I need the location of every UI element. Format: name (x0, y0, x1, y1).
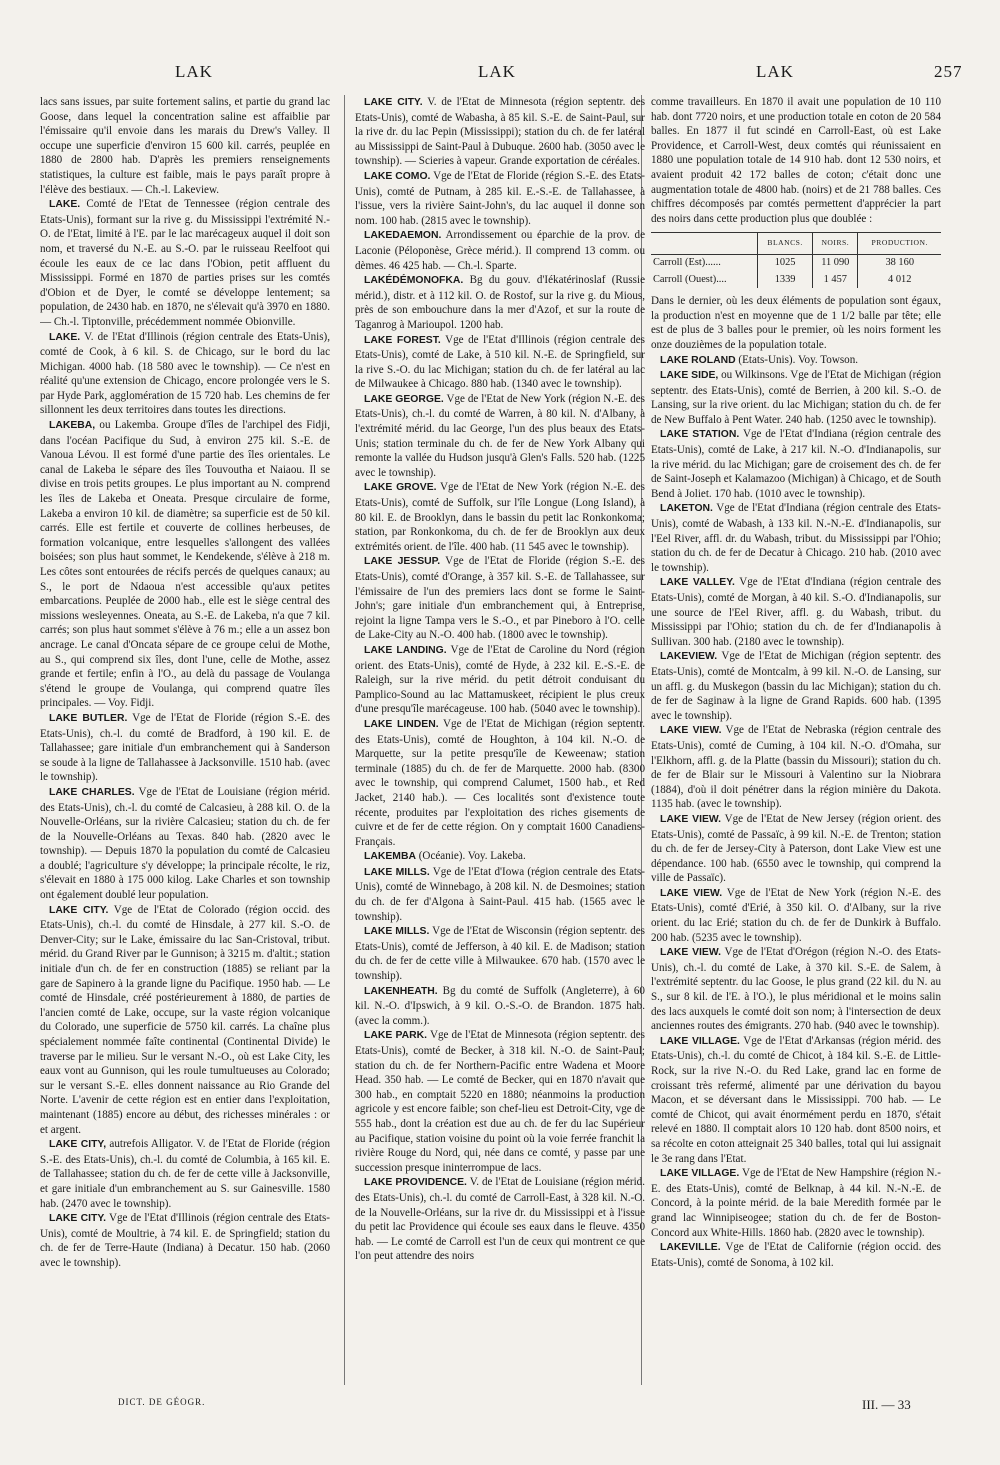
table-row (651, 254, 941, 271)
running-head (0, 62, 1000, 86)
entry-headword: LAKENHEATH. (364, 985, 438, 997)
dictionary-entry (355, 643, 645, 717)
entry-text: Vge de l'Etat de New York (région N.-E. des Etats-Unis), comté d'Erié, à 350 kil. O. d'Albany, sur la rive orient. du lac Erié; station du ch. de fer de Dunkirk à Buffalo. 200 hab. (5235 avec le township). (651, 886, 941, 944)
statistics-table (651, 232, 941, 288)
dictionary-entry (355, 924, 645, 983)
dictionary-entry (651, 1166, 941, 1240)
dictionary-entry (40, 418, 330, 711)
entry-text: Vge de l'Etat de Floride (région S.-E. des Etats-Unis), comté de Putnam, à 285 kil. E.-S.-E. de Tallahassee, à l'issue, vers la rivière Saint-John's, du lac auquel il donne son nom. 100 hab. (2815 avec le township). (355, 169, 645, 227)
table-cell: Carroll (Ouest).... (653, 273, 727, 285)
entry-headword: LAKE MILLS. (364, 866, 430, 878)
entry-text: ou Lakemba. Groupe d'îles de l'archipel des Fidji, dans l'océan Pacifique du Sud, à environ 275 kil. S.-E. de Vanoua Lévou. Il est formé d'une partie des îles orientales. Le canal de Lakeba le sépare des îles Touvoutha et Naiaou. Il se divise en trois petits groupes. Le plus important au N. comprend les îles de Lakeba et Oneata. Presque circulaire de forme, Lakeba a environ 10 kil. de diamètre; sa superficie est de 50 kil. carrés. Elle est fertile et couverte de collines herbeuses, de formation volcanique, entre lesquelles s'allongent des vallées boisées; son plus haut sommet, le Kendekende, s'élève à 218 m. Les côtes sont entourées de récifs percés de quelques canaux; au S., le port de Ndaoua n'est accessible qu'aux petites embarcations. Peuplée de 2000 hab., elle est le siège central des missions wesleyennes. Oneata, au S.-E. de Lakeba, n'a que 7 kil. carrés; son plus haut sommet s'élève à 76 m.; elle a un assez bon ancrage. Le canal d'Oncata sépare de ce groupe celui de Mothe, au S., qui comprend six îles, dont l'une, celle de Mothe, assez grande et fertile; enfin à l'O., au delà du passage de Voulanga s'étend le groupe de Voulanga, qui comprend quatre îles principales. — Voy. Fidji. (40, 419, 330, 710)
entry-headword: LAKE MILLS. (364, 926, 430, 938)
entry-headword: LAKE VIEW. (660, 725, 722, 737)
entry-headword: LAKE VIEW. (660, 813, 722, 825)
table-cell: 11 090 (813, 254, 858, 271)
entry-text: Bg du gouv. d'Iékatérinoslaf (Russie mérid.), distr. et à 112 kil. O. de Rostof, sur la rive g. du Mious, près de son embouchure dans la mer d'Azof, et sur la route de Taganrog à Marioupol. 1200 hab. (355, 274, 645, 331)
entry-text: ou Wilkinsons. Vge de l'Etat de Michigan (région septentr. des Etats-Unis), comté de Berrien, à 200 kil. S.-O. de Lansing, sur la rive orient. du lac Michigan; station du ch. de fer de New Buffalo à Pent Water. 240 hab. (1250 avec le township). (651, 369, 941, 426)
column-divider (344, 95, 345, 1385)
entry-text: Vge de l'Etat de New Hampshire (région N.-E. des Etats-Unis), comté de Belknap, à 44 kil. N.-N.-E. de Concord, à la pointe mérid. de la baie Meredith formée par le grand lac Winnipiseogee; station du ch. de fer de Boston-Concord aux White-Hills. 1860 hab. (2820 avec le township). (651, 1167, 941, 1239)
entry-headword: LAKE. (49, 199, 81, 211)
column-left (40, 95, 330, 1385)
footer-signature: III. — 33 (862, 1397, 911, 1412)
running-head-center: LAK (478, 62, 516, 81)
dictionary-entry (355, 333, 645, 392)
entry-text: Vge de l'Etat de Minnesota (région septentr. des Etats-Unis), comté de Becker, à 318 kil. N.-O. de Saint-Paul; station du ch. de fer Northern-Pacific entre Wadena et Moore Head. 350 hab. — Le comté de Becker, qui en 1870 n'avait que 300 hab., en comptait 5220 en 1880; néanmoins la production agricole y est encore faible; son chef-lieu est Detroit-City, vge de 555 hab., dont la création est due au ch. de fer du lac Supérieur au Pacifique, station voisine du point où la voie ferrée franchit la rivière Rouge du Nord, qui, née dans ce comté, y passe par une succession presque ininterrompue de lacs. (355, 1029, 645, 1174)
dictionary-entry (651, 1034, 941, 1166)
entry-text: autrefois Alligator. V. de l'Etat de Floride (région S.-E. des Etats-Unis), ch.-l. du comté de Columbia, à 165 kil. E. de Tallahassee; station du ch. de fer de cette ville à Jacksonville, et gare initiale d'un embranchement au S. sur Gainesville. 1580 hab. (2470 avec le township). (40, 1138, 330, 1210)
dictionary-entry (651, 812, 941, 886)
dictionary-entry (40, 330, 330, 419)
dictionary-entry (40, 785, 330, 903)
entry-headword: LAKE JESSUP. (364, 556, 441, 568)
dictionary-entry (355, 865, 645, 924)
entry-text: Vge de l'Etat de Michigan (région septentr. des Etats-Unis), comté de Montcalm, à 99 kil. N.-O. de Lansing, sur un affl. g. du Muskegon (bassin du lac Michigan); station du ch. de fer de Saginaw à la ligne de Grand Rapids. 600 hab. (1395 avec le township). (651, 650, 941, 722)
dictionary-entry (355, 1028, 645, 1175)
footer-title: DICT. DE GÉOGR. (118, 1397, 206, 1407)
dictionary-entry (40, 711, 330, 785)
dictionary-entry (355, 554, 645, 643)
entry-headword: LAKE CITY. (49, 1213, 106, 1225)
table-header-cell (651, 233, 758, 255)
dictionary-entry (355, 273, 645, 332)
entry-headword: LAKE VILLAGE. (660, 1168, 740, 1180)
page-number: 257 (934, 62, 963, 81)
dictionary-entry (40, 903, 330, 1138)
dictionary-entry (651, 886, 941, 945)
dictionary-entry (355, 480, 645, 554)
entry-text: Vge de l'Etat d'Illinois (région centrale des Etats-Unis), comté de Moultrie, à 74 kil. E. de Springfield; station du ch. de fer de Terre-Haute (Indiana) à Decatur. 150 hab. (2060 avec le township). (40, 1212, 330, 1269)
entry-headword: LAKE LINDEN. (364, 718, 439, 730)
entry-headword: LAKE CITY, (49, 1139, 107, 1151)
entry-text: Vge de l'Etat de New York (région N.-E. des Etats-Unis), ch.-l. du comté de Warren, à 80 kil. N. d'Albany, à l'extrémité mérid. du lac George, l'un des plus beaux des Etats-Unis; station terminale du ch. de fer de New York Albany qui remonte la vallée du Hudson jusqu'à Glen's Falls. 520 hab. (1225 avec le township). (355, 392, 645, 479)
entry-text: Vge de l'Etat de Floride (région S.-E. des Etats-Unis), ch.-l. du comté de Bradford, à 190 kil. E. de Tallahassee; gare initiale d'un embranchement qui à Sanderson se soude à la ligne de Tallahassee à Jacksonville. 1510 hab. (avec le township). (40, 711, 330, 784)
entry-text: Vge de l'Etat de Colorado (région occid. des Etats-Unis), ch.-l. du comté de Hinsdale, à 277 kil. S.-O. de Denver-City; sur le Lake, émissaire du lac San-Cristoval, tribut. mérid. du Grand River par le Gunnison; à 3215 m. d'altit.; station initiale d'un ch. de fer en construction (1885) se reliant par la gare de Sapinero à la grande ligne du Pacifique. 1950 hab. — Le comté de Hinsdale, créé postérieurement à 1880, de parties de l'ancien comté de Lake, occupe, sur la vaste région volcanique du Colorado, une superficie de 5750 kil. carrés. La chaîne plus spécialement nommée faîte continental (Continental Divide) le traverse par le milieu. Sur le versant N.-O., où est Lake City, les eaux vont au Gunnison, qui les roule tumultueuses au Colorado; sur le versant S.-E. elles donnent naissance au Rio Grande del Norte. L'avenir de cette région est en entier dans l'exploitation, maintenant (1885) encore au début, des richesses minérales : or et argent. (40, 903, 330, 1136)
running-head-left: LAK (175, 62, 213, 81)
table-cell: 4 012 (858, 272, 941, 289)
entry-text: (Etats-Unis). Voy. Towson. (738, 353, 859, 366)
entry-text: Vge de l'Etat de Californie (région occid. des Etats-Unis), comté de Sonoma, à 102 kil. (651, 1241, 941, 1269)
dictionary-entry (355, 392, 645, 481)
entry-text: Vge de l'Etat d'Iowa (région centrale des Etats-Unis), comté de Winnebago, à 208 kil. N. de Desmoines; station du ch. de fer d'Algona à Saint-Paul. 415 hab. (1565 avec le township). (355, 865, 645, 923)
entry-headword: LAKE GROVE. (364, 482, 437, 494)
dictionary-entry (651, 501, 941, 575)
entry-headword: LAKE PARK. (364, 1030, 428, 1042)
dictionary-entry (651, 945, 941, 1034)
entry-text: V. de l'Etat de Minnesota (région septentr. des Etats-Unis), comté de Wabasha, à 85 kil. S.-E. de Saint-Paul, sur la rive dr. du lac Pepin (Mississippi); station du ch. de fer latéral au Mississippi de Saint-Paul à Dubuque. 2600 hab. (3050 avec le township). — Scieries à vapeur. Grande exportation de céréales. (355, 96, 645, 168)
entry-headword: LAKE SIDE, (660, 370, 719, 382)
entry-headword: LAKE GEORGE. (364, 393, 444, 405)
entry-headword: LAKE VALLEY. (660, 577, 735, 589)
entry-text: Vge de l'Etat d'Orégon (région N.-O. des Etats-Unis), ch.-l. du comté de Lake, à 370 kil. S.-E. de Salem, à l'extrémité septentr. du lac Goose, le plus grand (22 kil. du N. au S., sur 8 kil. de l'E. à l'O.), le plus méridional et le moins salin des lacs auxquels le comté doit son nom; à l'intersection de deux anciennes routes des émigrants. 270 hab. (940 avec le township). (651, 946, 941, 1033)
dictionary-entry (651, 723, 941, 812)
dictionary-entry (355, 984, 645, 1029)
entry-headword: LAKE PROVIDENCE. (364, 1177, 467, 1189)
entry-text: Comté de l'Etat de Tennessee (région centrale des Etats-Unis), formant sur la rive g. du Mississippi l'extrémité N.-O. de l'Etat, limité à l'E. par le lac marécageux auquel il doit son nom, et traversé du N.-E. au S.-O. par le ruisseau Reelfoot qui écoule les eaux de ce lac dans l'Obion, petit affluent du Mississippi. Formé en 1870 de parties prises sur les comtés d'Obion et de Dyer, le comté se développe lentement; sa population, de 2430 hab. en 1870, ne s'élevait qu'à 3970 en 1880. — Ch.-l. Tiptonville, précédemment nommée Obionville. (40, 198, 330, 328)
entry-text: Vge de l'Etat de New York (région N.-E. des Etats-Unis), comté de Suffolk, sur l'île Longue (Long Island), à 80 kil. E. de Brooklyn, dans le bassin du petit lac Ronkonkoma; station, par Ronkonkoma, du ch. de fer de Brooklyn aux deux extrémités orient. de l'île. 400 hab. (11 545 avec le township). (355, 481, 645, 553)
entry-text: Vge de l'Etat d'Arkansas (région mérid. des Etats-Unis), ch.-l. du comté de Chicot, à 184 kil. S.-E. de Little-Rock, sur la rive N.-O. du Red Lake, grand lac en forme de croissant très refermé, alimenté par une dérivation du bayou Macon, et se déversant dans le Mississippi. 700 hab. — Le comté de Chicot, qui avait énormément perdu en 1870, s'était relevé en 1880. Il comptait alors 10 120 hab. dont 8500 noirs, et sa récolte en coton atteignait 25 340 balles, total qui lui assignait le 3e rang dans l'Etat. (651, 1034, 941, 1165)
entry-headword: LAKEVIEW. (660, 651, 718, 663)
entry-headword: LAKE CITY. (364, 97, 423, 108)
entry-headword: LAKE VIEW. (660, 887, 723, 899)
entry-headword: LAKE CHARLES. (49, 786, 135, 798)
entry-text: Vge de l'Etat d'Indiana (région centrale des Etats-Unis), comté de Wabash, à 133 kil. N.-N.-E. d'Indianapolis, sur l'Eel River, affl. dr. du Wabash, tribut. du Mississippi par l'Ohio; station du ch. de fer de Decatur à Chicago. 210 hab. (2010 avec le township). (651, 502, 941, 574)
table-header-cell: BLANCS. (758, 233, 813, 255)
entry-text: lacs sans issues, par suite fortement salins, et partie du grand lac Goose, dans lequel la concentration saline est affaiblie par l'émissaire qu'il envoie dans les marais du Drew's Valley. Il occupe une superficie d'environ 15 600 kil. carrés, peuplée en 1880 de 2800 hab. D'après les premiers renseignements statistiques, la culture est faible, mais le pays paraît propre à l'élève des bestiaux. — Ch.-l. Lakeview. (40, 96, 330, 196)
table-cell: 38 160 (858, 254, 941, 271)
table-header-cell: PRODUCTION. (858, 233, 941, 255)
entry-text: Vge de l'Etat de Nebraska (région centrale des Etats-Unis), comté de Cuming, à 104 kil. N.-O. d'Omaha, sur l'Elkhorn, affl. g. de la Platte (bassin du Missouri); station du ch. de fer de Blair sur le Missouri à Valentino sur la Niobrara (1884), d'où il doit pénétrer dans la région minière du Dakota. 1135 hab. (avec le township). (651, 724, 941, 811)
entry-headword: LAKEMBA (364, 851, 416, 863)
entry-headword: LAKEDAEMON. (364, 230, 442, 242)
entry-text: Vge de l'Etat d'Indiana (région centrale des Etats-Unis), comté de Lake, à 217 kil. N.-O. d'Indianapolis, sur la rive mérid. du lac Michigan; gare de croisement des ch. de fer de Saint-Joseph et Kalamazoo (Michigan) à Chicago, et de South Bend à Joliet. 170 hab. (1010 avec le township). (651, 428, 941, 500)
entry-text: Vge de l'Etat d'Illinois (région centrale des Etats-Unis), comté de Lake, à 510 kil. N.-E. de Springfield, sur la rive S.-O. du lac Michigan; station du ch. de fer latéral au lac de Milwaukee à Chicago. 880 hab. (1340 avec le township). (355, 333, 645, 391)
entry-headword: LAKE ROLAND (660, 354, 736, 366)
dictionary-entry (355, 1175, 645, 1264)
dictionary-entry (651, 95, 941, 226)
entry-text: Vge de l'Etat de Michigan (région septentr. des Etats-Unis), comté de Houghton, à 104 kil. N.-O. de Marquette, sur la petite presqu'île de Keweenaw; station terminale (1885) du ch. de fer de Marquette. 2000 hab. (8300 avec le township, qui comprend Calumet, 1500 hab., et Red Jacket, 2140 hab.). — Ces localités sont d'existence toute récente, produites par l'exploitation des riches gisements de cuivre et de fer de cette région. On y comptait 1600 Canadiens-Français. (355, 717, 645, 848)
column-middle (355, 95, 645, 1385)
entry-text: (Océanie). Voy. Lakeba. (418, 850, 526, 863)
dictionary-entry (355, 717, 645, 849)
entry-headword: LAKE BUTLER. (49, 712, 128, 724)
entry-text: Vge de l'Etat de New Jersey (région orient. des Etats-Unis), comté de Passaïc, à 99 kil. N.-E. de Trenton; station du ch. de fer de Jersey-City à Paterson, dont Lake View est une dépendance. 100 hab. (6550 avec le township, qui comprend la ville de Passaïc). (651, 812, 941, 885)
entry-headword: LAKEVILLE. (660, 1242, 721, 1254)
entry-text: Vge de l'Etat de Caroline du Nord (région orient. des Etats-Unis), comté de Hyde, à 232 kil. E.-S.-E. de Raleigh, sur la rive mérid. du petit détroit conduisant du Pamplico-Sound au lac Mattamuskeet, récipient le plus creux d'une presqu'île marécageuse. 100 hab. (5040 avec le township). (355, 643, 645, 716)
dictionary-entry (651, 575, 941, 649)
entry-text: Vge de l'Etat d'Indiana (région centrale des Etats-Unis), comté de Morgan, à 40 kil. S.-O. d'Indianapolis, sur une source de l'Eel River, affl. g. du Wabash, tribut. du Mississippi par l'Ohio; station du ch. de fer d'Indianapolis à Sullivan. 300 hab. (2180 avec le township). (651, 576, 941, 648)
entry-text: Vge de l'Etat de Floride (région S.-E. des Etats-Unis), comté d'Orange, à 357 kil. S.-E. de Tallahassee, sur l'émissaire de l'un des premiers lacs dont se forme le Saint-John's; gare initiale d'un embranchement qui, à Entreprise, rejoint la ligne Tampa vers le S.-O., et par Pineboro à l'O. celle de Lake-City au N.-O. 400 hab. (1800 avec le township). (355, 555, 645, 642)
entry-text: comme travailleurs. En 1870 il avait une population de 10 110 hab. dont 7720 noirs, et une production totale en coton de 20 584 balles. En 1877 il fut scindé en Carroll-East, où est Lake Providence, et Carroll-West, deux comtés qui réunissaient en 1880 une population totale de 14 910 hab. dont 12 530 noirs, et avaient produit 42 172 balles de coton; c'était donc une augmentation totale de 4800 hab. (noirs) et de 21 788 balles. Ces chiffres décomposés par comtés permettent d'apprécier la part des noirs dans cette production plus que doublée : (651, 96, 941, 225)
dictionary-entry (40, 1211, 330, 1270)
dictionary-entry (651, 649, 941, 723)
entry-text: V. de l'Etat de Louisiane (région mérid. des Etats-Unis), ch.-l. du comté de Carroll-East, à 328 kil. N.-O. de la Nouvelle-Orléans, sur la rive dr. du Mississippi et à l'issue du petit lac Providence qui écoule ses eaux dans le fleuve. 4350 hab. — Le comté de Carroll est l'un de ceux qui montrent ce que l'on peut attendre des noirs (355, 1176, 645, 1263)
dictionary-entry (355, 95, 645, 169)
entry-text: Arrondissement ou éparchie de la prov. de Laconie (Péloponèse, Grèce mérid.). Il comprend 13 comm. ou dèmes. 46 425 hab. — Ch.-l. Sparte. (355, 229, 645, 272)
entry-text: Bg du comté de Suffolk (Angleterre), à 60 kil. N.-O. d'Ipswich, à 9 kil. O.-S.-O. de Brandon. 1875 hab. (avec la comm.). (355, 984, 645, 1027)
table-cell: Carroll (Est)...... (653, 256, 721, 268)
entry-headword: LAKE. (49, 331, 81, 343)
dictionary-entry (40, 1137, 330, 1211)
dictionary-entry (651, 294, 941, 352)
dictionary-entry (40, 95, 330, 197)
entry-text: Vge de l'Etat de Louisiane (région mérid. des Etats-Unis), ch.-l. du comté de Calcasieu, à 288 kil. O. de la Nouvelle-Orléans, sur la rivière Calcasieu; station du ch. de fer de la Nouvelle-Orléans au Texas. 840 hab. (2820 avec le township). — Depuis 1870 la population du comté de Calcasieu a doublé; l'agriculture s'y développe; la principale récolte, le riz, s'élevait en 1880 à 175 000 kilog. Lake Charles et son township ont également doublé leur population. (40, 785, 330, 902)
entry-headword: LAKE LANDING. (364, 644, 447, 656)
entry-text: Dans le dernier, où les deux éléments de population sont égaux, la production n'est en moyenne que de 1 1/2 balle par tête; elle est de plus de 3 balles pour le premier, où les noirs forment les onze douzièmes de la population totale. (651, 295, 941, 351)
table-row (651, 272, 941, 289)
table-cell: 1339 (758, 272, 813, 289)
entry-headword: LAKE STATION. (660, 429, 740, 441)
dictionary-entry (651, 353, 941, 369)
entry-text: V. de l'Etat d'Illinois (région centrale des Etats-Unis), comté de Cook, à 6 kil. S. de Chicago, sur le bord du lac Michigan. 4000 hab. (18 580 avec le township). — Ce n'est en réalité qu'une extension de Chicago, encore prolongée vers le S. par Hyde Park, agglomération de 15 720 hab. Les chemins de fer sillonnent les deux territoires dans toutes les directions. (40, 330, 330, 417)
dictionary-entry (40, 197, 330, 329)
entry-headword: LAKE VILLAGE. (660, 1035, 740, 1047)
entry-headword: LAKETON. (660, 503, 713, 515)
dictionary-entry (355, 169, 645, 228)
dictionary-entry (355, 849, 645, 865)
table-cell: 1 457 (813, 272, 858, 289)
entry-text: Vge de l'Etat de Wisconsin (région septentr. des Etats-Unis), comté de Jefferson, à 40 kil. E. de Madison; station du ch. de fer de cette ville à Milwaukee. 670 hab. (1570 avec le township). (355, 925, 645, 983)
column-right (651, 95, 941, 1385)
dictionary-entry (355, 228, 645, 273)
entry-headword: LAKE COMO. (364, 170, 431, 182)
dictionary-entry (651, 427, 941, 501)
entry-headword: LAKE FOREST. (364, 334, 441, 346)
entry-headword: LAKE VIEW. (660, 947, 721, 959)
running-head-right: LAK (756, 62, 794, 81)
entry-headword: LAKE CITY. (49, 904, 109, 916)
entry-headword: LAKÉDÉMONOFKA. (364, 275, 464, 287)
dictionary-entry (651, 1240, 941, 1270)
table-cell: 1025 (758, 254, 813, 271)
table-header-cell: NOIRS. (813, 233, 858, 255)
entry-headword: LAKEBA, (49, 420, 96, 432)
dictionary-entry (651, 368, 941, 427)
